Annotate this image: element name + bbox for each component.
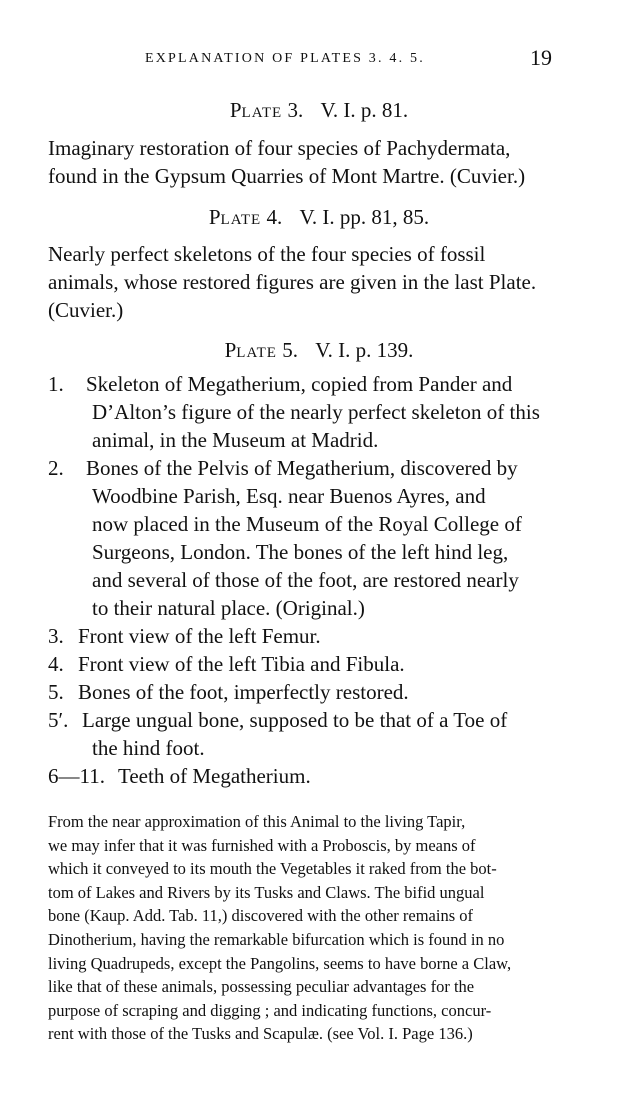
- note-line: living Quadrupeds, except the Pangolins, seems to have borne a Claw,: [48, 953, 512, 973]
- running-title: EXPLANATION OF PLATES 3. 4. 5.: [145, 51, 425, 66]
- plate-word-rest: LATE: [236, 345, 277, 361]
- item-line: D’Alton’s figure of the nearly perfect skeleton of this: [92, 400, 540, 424]
- note-line: From the near approximation of this Animal to the living Tapir,: [48, 812, 466, 831]
- item-line: animal, in the Museum at Madrid.: [92, 428, 379, 452]
- plate-word-initial: P: [224, 338, 237, 362]
- item-line: Large ungual bone, supposed to be that of a Toe of: [82, 708, 508, 732]
- plate-reference: V. I. p. 81.: [320, 98, 409, 122]
- note-line: we may infer that it was furnished with a Proboscis, by means of: [48, 835, 476, 855]
- plate-word-initial: P: [208, 205, 221, 229]
- item-line: Woodbine Parish, Esq. near Buenos Ayres, and: [92, 484, 486, 508]
- description-line: found in the Gypsum Quarries of Mont Martre. (Cuvier.): [48, 164, 526, 188]
- item-number: 4.: [48, 652, 64, 676]
- list-item: [48, 650, 558, 678]
- item-line: and several of those of the foot, are restored nearly: [92, 568, 519, 592]
- item-line: Front view of the left Tibia and Fibula.: [78, 652, 405, 676]
- plate-5-figure-list: [48, 370, 558, 790]
- note-line: rent with those of the Tusks and Scapulæ. (see Vol. I. Page 136.): [48, 1024, 473, 1044]
- plate-word-rest: LATE: [220, 212, 262, 228]
- list-item: [48, 454, 558, 622]
- item-line: Bones of the foot, imperfectly restored.: [78, 680, 409, 704]
- description-line: Imaginary restoration of four species of Pachydermata,: [48, 136, 511, 160]
- note-line: which it conveyed to its mouth the Vegetables it raked from the bot-: [48, 859, 497, 879]
- running-head: [0, 45, 638, 73]
- plate-word-initial: P: [229, 98, 242, 122]
- note-line: purpose of scraping and digging ; and indicating functions, concur-: [48, 1000, 492, 1020]
- list-item: [48, 370, 558, 454]
- plate-4-description: [48, 240, 558, 324]
- item-number: 2.: [48, 456, 64, 480]
- item-number: 5′.: [48, 708, 69, 732]
- description-line: Nearly perfect skeletons of the four species of fossil: [48, 242, 486, 266]
- explanatory-note: [48, 810, 556, 1046]
- plate-number: 5.: [282, 338, 298, 362]
- item-line: Surgeons, London. The bones of the left hind leg,: [92, 540, 509, 564]
- item-number: 6—11.: [48, 764, 105, 788]
- page-number: 19: [530, 45, 552, 70]
- plate-word-rest: LATE: [241, 105, 283, 121]
- description-line: (Cuvier.): [48, 298, 124, 322]
- note-line: like that of these animals, possessing peculiar advantages for the: [48, 977, 475, 997]
- note-line: Dinotherium, having the remarkable bifurcation which is found in no: [48, 929, 505, 949]
- plate-reference: V. I. p. 139.: [315, 338, 414, 362]
- plate-4-heading: [0, 205, 638, 230]
- plate-reference: V. I. pp. 81, 85.: [299, 205, 430, 229]
- list-item: [48, 762, 558, 790]
- item-line: to their natural place. (Original.): [92, 596, 365, 620]
- plate-5-heading: [0, 338, 638, 363]
- item-number: 1.: [48, 372, 64, 396]
- plate-number: 4.: [266, 205, 283, 229]
- list-item: [48, 706, 558, 762]
- plate-3-description: [48, 134, 558, 190]
- description-line: animals, whose restored figures are given in the last Plate.: [48, 270, 537, 294]
- item-number: 3.: [48, 624, 64, 648]
- item-line: Front view of the left Femur.: [78, 624, 321, 648]
- list-item: [48, 622, 558, 650]
- item-line: the hind foot.: [92, 736, 205, 760]
- item-number: 5.: [48, 680, 64, 704]
- item-line: Bones of the Pelvis of Megatherium, discovered by: [86, 456, 518, 480]
- note-line: bone (Kaup. Add. Tab. 11,) discovered with the other remains of: [48, 906, 473, 926]
- plate-number: 3.: [287, 98, 304, 122]
- list-item: [48, 678, 558, 706]
- item-line: now placed in the Museum of the Royal College of: [92, 512, 522, 536]
- item-line: Teeth of Megatherium.: [118, 764, 311, 788]
- note-line: tom of Lakes and Rivers by its Tusks and Claws. The bifid ungual: [48, 882, 485, 902]
- plate-3-heading: [0, 98, 638, 123]
- item-line: Skeleton of Megatherium, copied from Pander and: [86, 372, 513, 396]
